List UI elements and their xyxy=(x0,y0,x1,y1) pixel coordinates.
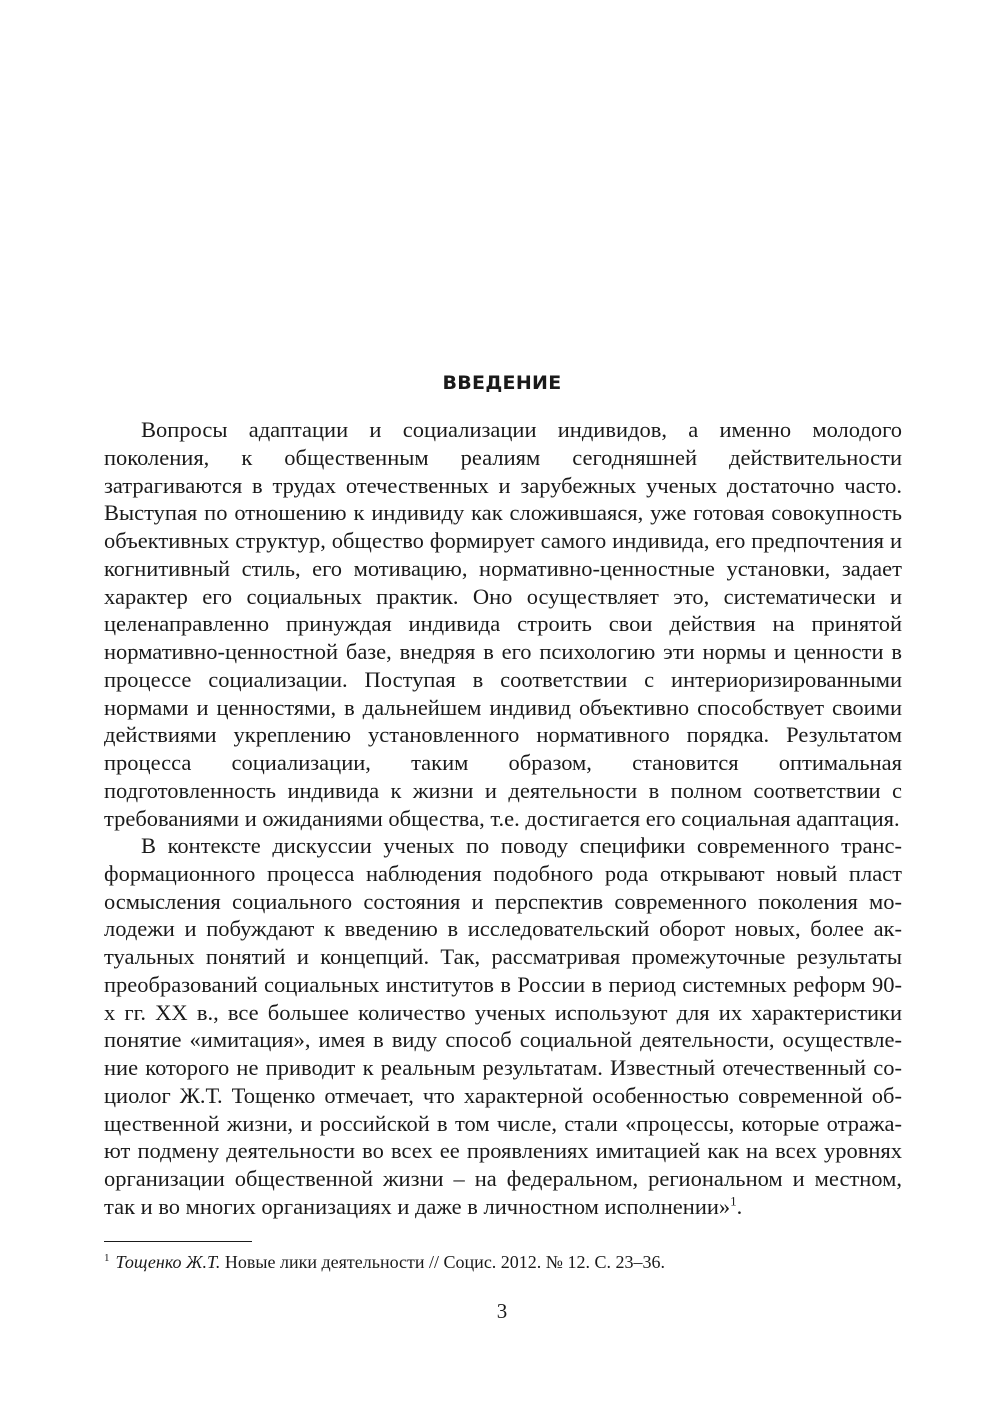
paragraph-2-text: В контексте дискуссии ученых по поводу специфики современного трансформационного процесса наблюдения подобного рода открывают новый пласт осмысления социального состояния и перспектив современного поколения молодежи и побуждают к введению в исследовательский оборот новых, более актуальных понятий и концепций. Так, рассматривая промежуточные результаты преобразований социальных институтов в России в период системных реформ 90-х гг. XX в., все большее количество ученых используют для их характеристики понятие «имитация», имея в виду способ социальной деятельности, осуществление которого не приводит к реальным результатам. Известный отечественный социолог Ж.Т. Тощенко отмечает, что характерной особенностью современной общественной жизни, и российской в том числе, стали «процессы, которые отражают подмену деятельности во всех ее проявлениях имитацией как на всех уровнях организации общественной жизни – на федеральном, региональном и местном, так и во многих организациях и даже в личностном исполнении» xyxy=(104,833,902,1219)
paragraph-1: Вопросы адаптации и социализации индивидов, а именно молодого поколения, к общественным реалиям сегодняшней действительности затрагиваются в трудах отечественных и зарубежных ученых достаточно часто. Выступая по отношению к индивиду как сложившаяся, уже готовая совокупность объективных структур, общество формирует самого индивида, его предпочтения и когнитивный стиль, его мотивацию, нормативно-ценностные установки, задает характер его социальных практик. Оно осуществляет это, систематически и целенаправленно принуждая индивида строить свои действия на принятой нормативно-ценностной базе, внедряя в его психологию эти нормы и ценности в процессе социализации. Поступая в соответствии с интериоризированными нормами и ценностями, в дальнейшем индивид объективно способствует своими действиями укреплению установленного нормативного порядка. Результатом процесса социализации, таким образом, становится оптимальная подготовленность индивида к жизни и деятельности в полном соответствии с требованиями и ожиданиями общества, т.е. достигается его социальная адаптация. xyxy=(104,417,902,831)
footnote-author: Тощенко Ж.Т. xyxy=(115,1252,221,1272)
footnote xyxy=(104,1250,902,1274)
footnote-text: Новые лики деятельности // Социс. 2012. № 12. С. 23–36. xyxy=(224,1252,665,1272)
footnote-mark: 1 xyxy=(104,1252,110,1264)
footnote-reference[interactable]: 1 xyxy=(730,1193,737,1209)
page-number: 3 xyxy=(496,1299,508,1323)
paragraph-2: В контексте дискуссии ученых по поводу специфики современного трансформационного процесса наблюдения подобного рода открывают новый пласт осмысления социального состояния и перспектив современного поколения молодежи и побуждают к введению в исследовательский оборот новых, более актуальных понятий и концепций. Так, рассматривая промежуточные результаты преобразований социальных институтов в России в период системных реформ 90-х гг. XX в., все большее количество ученых используют для их характеристики понятие «имитация», имея в виду способ социальной деятельности, осуществление которого не приводит к реальным результатам. Известный отечественный социолог Ж.Т. Тощенко отмечает, что характерной особенностью современной общественной жизни, и российской в том числе, стали «процессы, которые отражают подмену деятельности во всех ее проявлениях имитацией как на всех уровнях организации общественной жизни – на федеральном, региональном и местном, так и во многих организациях и даже в личностном исполнении»$^1$. xyxy=(104,833,902,1219)
page-title: ВВЕДЕНИЕ xyxy=(442,372,562,394)
footnote-divider xyxy=(104,1241,252,1242)
